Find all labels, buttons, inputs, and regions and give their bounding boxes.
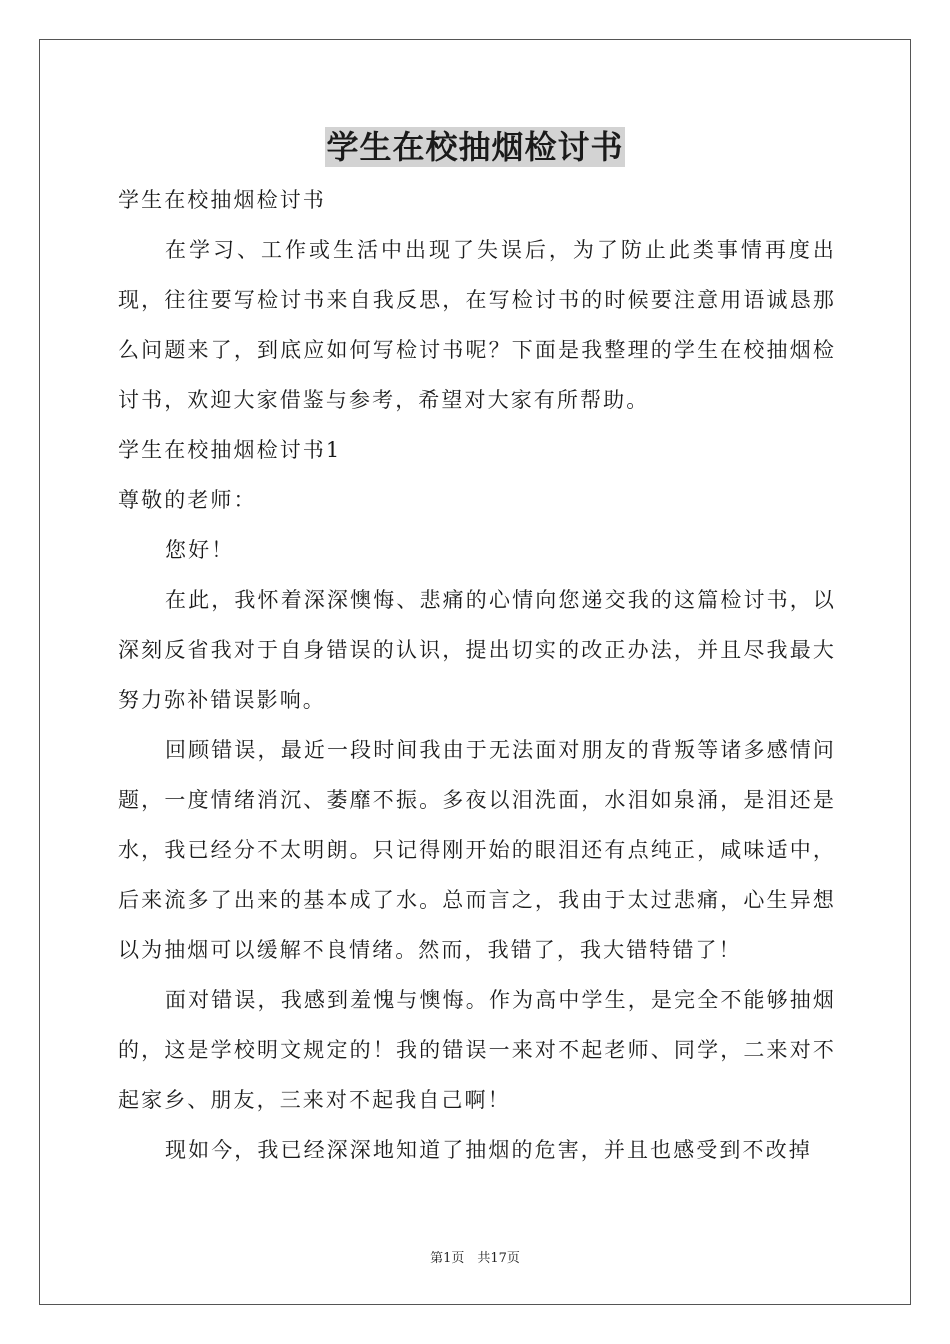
paragraph-intro: 在学习、工作或生活中出现了失误后，为了防止此类事情再度出现，往往要写检讨书来自我反思，在写检讨书的时候要注意用语诚恳那么问题来了，到底应如何写检讨书呢？下面是我整理的学生在校抽烟检讨书，欢迎大家借鉴与参考，希望对大家有所帮助。	[118, 238, 836, 412]
document-body	[118, 175, 836, 1175]
paragraph-body-2: 回顾错误，最近一段时间我由于无法面对朋友的背叛等诸多感情问题，一度情绪消沉、萎靡不振。多夜以泪洗面，水泪如泉涌，是泪还是水，我已经分不太明朗。只记得刚开始的眼泪还有点纯正，咸味适中，后来流多了出来的基本成了水。总而言之，我由于太过悲痛，心生异想以为抽烟可以缓解不良情绪。然而，我错了，我大错特错了！	[118, 738, 836, 962]
paragraph-subtitle: 学生在校抽烟检讨书	[118, 188, 326, 212]
paragraph-greeting: 您好！	[165, 538, 235, 562]
paragraph-body-1: 在此，我怀着深深懊悔、悲痛的心情向您递交我的这篇检讨书，以深刻反省我对于自身错误的认识，提出切实的改正办法，并且尽我最大努力弥补错误影响。	[118, 588, 836, 712]
paragraph-body-3: 面对错误，我感到羞愧与懊悔。作为高中学生，是完全不能够抽烟的，这是学校明文规定的！我的错误一来对不起老师、同学，二来对不起家乡、朋友，三来对不起我自己啊！	[118, 988, 836, 1112]
document-title-text: 学生在校抽烟检讨书	[326, 128, 624, 166]
document-title	[0, 127, 950, 167]
paragraph-heading-1: 学生在校抽烟检讨书1	[118, 438, 342, 462]
page-number-label: 第1页 共17页	[430, 1251, 520, 1266]
page-footer	[0, 1247, 950, 1266]
paragraph-salutation: 尊敬的老师：	[118, 488, 257, 512]
paragraph-body-4: 现如今，我已经深深地知道了抽烟的危害，并且也感受到不改掉	[165, 1138, 812, 1162]
